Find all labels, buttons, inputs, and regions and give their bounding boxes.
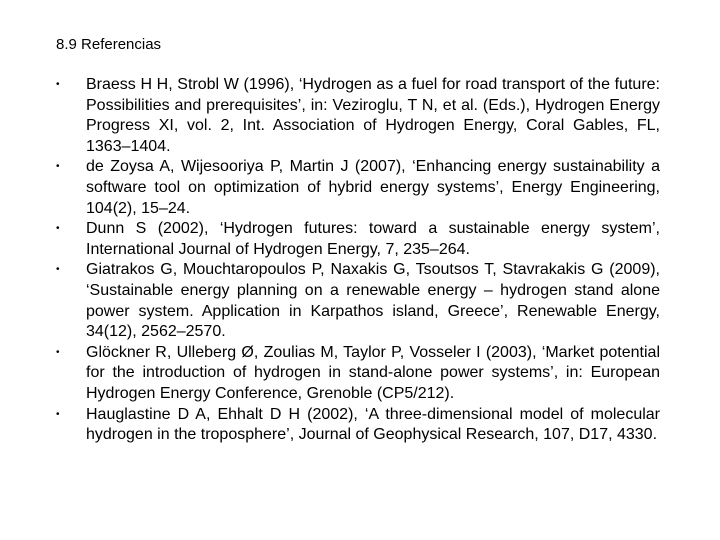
reference-text: Giatrakos G, Mouchtaropoulos P, Naxakis G, Tsoutsos T, Stavrakakis G (2009), ‘Sustainable energy planning on a renewable energy – hydrogen stand alone power system. Application in Karpathos island, Greece’, Renewable Energy, 34(12), 2562–2570.	[86, 261, 660, 341]
bullet-icon: •	[56, 223, 60, 235]
reference-item	[56, 260, 660, 342]
reference-item	[56, 75, 660, 157]
bullet-icon: •	[56, 161, 60, 173]
reference-item	[56, 343, 660, 405]
reference-text: Glöckner R, Ulleberg Ø, Zoulias M, Taylor P, Vosseler I (2003), ‘Market potential for the introduction of hydrogen in stand-alone power systems’, in: European Hydrogen Energy Conference, Grenoble (CP5/212).	[86, 343, 660, 402]
bullet-icon: •	[56, 408, 60, 420]
reference-list	[0, 75, 660, 446]
reference-item	[56, 157, 660, 219]
section-heading: 8.9 Referencias	[56, 36, 162, 53]
reference-text: Hauglastine D A, Ehhalt D H (2002), ‘A three-dimensional model of molecular hydrogen in the troposphere’, Journal of Geophysical Research, 107, D17, 4330.	[86, 405, 660, 444]
bullet-icon: •	[56, 264, 60, 276]
bullet-icon: •	[56, 79, 60, 90]
reference-item	[56, 405, 660, 446]
reference-item	[56, 219, 660, 260]
reference-text: Braess H H, Strobl W (1996), ‘Hydrogen as a fuel for road transport of the future: Possibilities and prerequisites’, in: Veziroglu, T N, et al. (Eds.), Hydrogen Energy Progress XI, vol. 2, Int. Association of Hydrogen Energy, Coral Gables, FL, 1363–1404.	[86, 76, 660, 155]
reference-text: Dunn S (2002), ‘Hydrogen futures: toward a sustainable energy system’, International Journal of Hydrogen Energy, 7, 235–264.	[86, 220, 660, 258]
bullet-icon: •	[56, 346, 60, 358]
reference-text: de Zoysa A, Wijesooriya P, Martin J (2007), ‘Enhancing energy sustainability a software tool on optimization of hybrid energy systems’, Energy Engineering, 104(2), 15–24.	[86, 158, 660, 217]
